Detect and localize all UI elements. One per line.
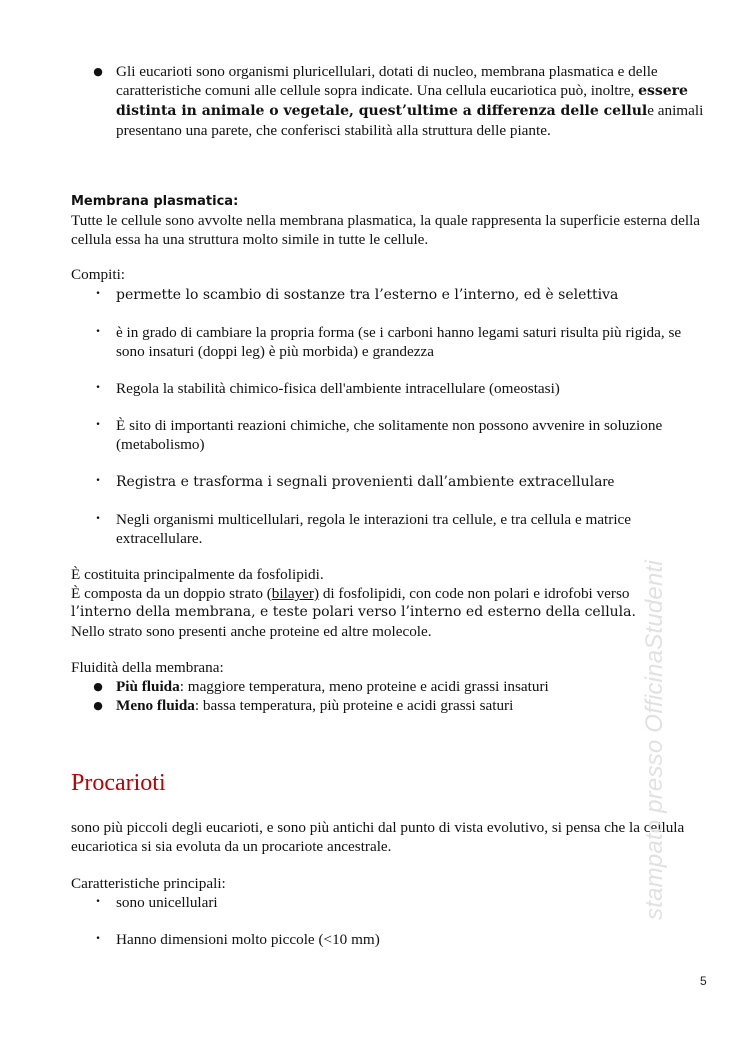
section-heading: Procarioti — [71, 770, 166, 796]
bullet-icon: ● — [93, 65, 103, 78]
compiti-label-text: Compiti: — [71, 266, 126, 283]
fluidita-label: Fluidità della membrana: — [71, 659, 224, 676]
list-item — [71, 893, 711, 912]
fluidita-section — [71, 658, 711, 715]
membrana-intro: Tutte le cellule sono avvolte nella membrana plasmatica, la quale rappresenta la superficie esterna della cellula essa ha una struttura molto simile in tutte le cellule. — [71, 212, 701, 248]
caratteristiche-section — [71, 874, 711, 949]
composition-line-1: È costituita principalmente da fosfolipidi. — [71, 566, 324, 583]
compito-text: è in grado di cambiare la propria forma (se i carboni hanno legami saturi risulta più rigida, se sono insaturi (doppi leg) è più morbida) e grandezza — [116, 324, 682, 360]
bullet-icon: • — [95, 420, 101, 430]
composition-line-2 — [71, 584, 711, 603]
intro-section — [71, 62, 711, 140]
intro-text-bold: essere distinta in animale o vegetale, quest’ultime a differenza delle cellul — [116, 83, 688, 119]
list-item — [71, 472, 711, 492]
composition-text: È composta da un doppio strato ( — [71, 585, 272, 602]
fluidita-term: Più fluida — [116, 678, 180, 695]
composition-line-3: l’interno della membrana, e teste polari verso l’interno ed esterno della cellula. — [71, 604, 636, 620]
list-item — [71, 677, 711, 696]
intro-text-1: Gli eucarioti sono organismi pluricellulari, dotati di nucleo, membrana plasmatica e delle caratteristiche comuni alle cellule sopra indicate. Una cellula eucariotica può, inoltre, — [116, 63, 658, 99]
fluidita-text: : maggiore temperatura, meno proteine e acidi grassi insaturi — [179, 678, 549, 695]
list-item — [71, 930, 711, 949]
compito-text-bold: Registra e trasforma i segnali provenienti dall’ambiente extracellula — [116, 474, 603, 490]
composition-paragraph — [71, 565, 711, 641]
section-title: Membrana plasmatica: — [71, 194, 239, 209]
list-item — [71, 379, 711, 398]
bullet-icon: • — [95, 327, 101, 337]
list-item — [71, 285, 711, 305]
list-item — [71, 323, 711, 361]
caratteristiche-label: Caratteristiche principali: — [71, 875, 226, 892]
intro-text-2: e animali presentano una parete, che conferisci stabilità alla struttura delle piante. — [116, 102, 704, 139]
procarioti-intro-text: sono più piccoli degli eucarioti, e sono più antichi dal punto di vista evolutivo, si pensa che la cellula eucariotica si sia evoluta da un procariote ancestrale. — [71, 819, 685, 855]
compito-text-end: re — [602, 473, 615, 490]
compito-text: Regola la stabilità chimico-fisica dell'ambiente intracellulare (omeostasi) — [116, 380, 560, 397]
list-item — [71, 696, 711, 715]
bullet-icon: • — [95, 476, 101, 486]
fluidita-term: Meno fluida — [116, 697, 195, 714]
caratteristica-text: sono unicellulari — [116, 894, 218, 911]
compito-text: permette lo scambio di sostanze tra l’esterno e l’interno, ed è selettiva — [116, 287, 619, 303]
bullet-icon: • — [95, 289, 101, 299]
fluidita-text: : bassa temperatura, più proteine e acidi grassi saturi — [194, 697, 514, 714]
membrana-section — [71, 192, 711, 249]
list-item — [71, 62, 711, 140]
bullet-icon: • — [95, 934, 101, 944]
watermark-text: stampato presso OfficinaStudenti — [641, 560, 668, 920]
compiti-label — [71, 265, 711, 284]
page-number: 5 — [700, 974, 707, 988]
list-item — [71, 510, 711, 548]
procarioti-intro — [71, 818, 711, 856]
composition-text: di fosfolipidi, con code non polari e idrofobi verso — [319, 585, 630, 602]
bullet-icon: ● — [93, 680, 103, 693]
bullet-icon: ● — [93, 699, 103, 712]
compito-text: Negli organismi multicellulari, regola le interazioni tra cellule, e tra cellula e matrice extracellulare. — [116, 511, 632, 547]
bullet-icon: • — [95, 514, 101, 524]
bullet-icon: • — [95, 383, 101, 393]
caratteristica-text: Hanno dimensioni molto piccole (<10 mm) — [116, 931, 380, 948]
compiti-list — [71, 285, 711, 548]
composition-line-4: Nello strato sono presenti anche proteine ed altre molecole. — [71, 623, 432, 640]
compito-text: È sito di importanti reazioni chimiche, che solitamente non possono avvenire in soluzione (metabolismo) — [116, 417, 663, 453]
list-item — [71, 416, 711, 454]
bullet-icon: • — [95, 897, 101, 907]
bilayer-term: bilayer) — [271, 585, 320, 602]
